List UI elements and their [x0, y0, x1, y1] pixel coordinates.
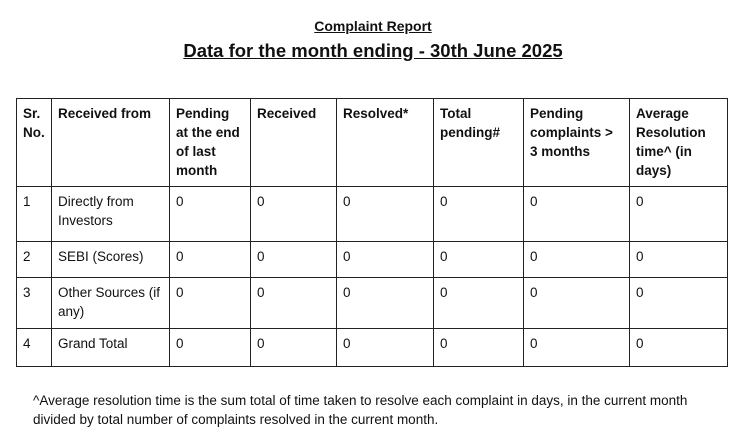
cell-pending-last-month: 0 [170, 242, 251, 278]
cell-pending-last-month: 0 [170, 278, 251, 329]
col-header-received-from: Received from [52, 99, 170, 187]
cell-resolved: 0 [337, 187, 434, 242]
cell-sr-no: 1 [17, 187, 52, 242]
cell-total-pending: 0 [434, 329, 524, 367]
table-row [17, 278, 728, 329]
cell-sr-no: 4 [17, 329, 52, 367]
col-header-average-resolution-time: Average Resolution time^ (in days) [630, 99, 728, 187]
cell-received-from: Grand Total [52, 329, 170, 367]
cell-average-resolution-time: 0 [630, 278, 728, 329]
cell-average-resolution-time: 0 [630, 242, 728, 278]
cell-pending-over-3-months: 0 [524, 329, 630, 367]
cell-total-pending: 0 [434, 278, 524, 329]
footnote: ^Average resolution time is the sum total of time taken to resolve each complaint in days, in the current month divided by total number of complaints resolved in the current month. [33, 393, 688, 427]
cell-average-resolution-time: 0 [630, 329, 728, 367]
cell-pending-last-month: 0 [170, 187, 251, 242]
table-row [17, 242, 728, 278]
cell-pending-over-3-months: 0 [524, 187, 630, 242]
cell-total-pending: 0 [434, 242, 524, 278]
table-header-row [17, 99, 728, 187]
cell-pending-over-3-months: 0 [524, 278, 630, 329]
report-title: Data for the month ending - 30th June 2025 [183, 40, 563, 61]
cell-received-from: Directly from Investors [52, 187, 170, 242]
col-header-total-pending: Total pending# [434, 99, 524, 187]
table-row [17, 329, 728, 367]
col-header-pending-over-3-months: Pending complaints > 3 months [524, 99, 630, 187]
cell-pending-over-3-months: 0 [524, 242, 630, 278]
col-header-received: Received [251, 99, 337, 187]
report-subtitle: Complaint Report [314, 18, 432, 34]
cell-resolved: 0 [337, 278, 434, 329]
cell-received: 0 [251, 329, 337, 367]
cell-resolved: 0 [337, 329, 434, 367]
cell-received: 0 [251, 187, 337, 242]
table-row [17, 187, 728, 242]
col-header-sr-no: Sr. No. [17, 99, 52, 187]
cell-sr-no: 2 [17, 242, 52, 278]
cell-total-pending: 0 [434, 187, 524, 242]
cell-resolved: 0 [337, 242, 434, 278]
cell-received-from: SEBI (Scores) [52, 242, 170, 278]
cell-sr-no: 3 [17, 278, 52, 329]
cell-received-from: Other Sources (if any) [52, 278, 170, 329]
cell-received: 0 [251, 278, 337, 329]
col-header-pending-last-month: Pending at the end of last month [170, 99, 251, 187]
complaint-table [16, 98, 728, 367]
cell-received: 0 [251, 242, 337, 278]
col-header-resolved: Resolved* [337, 99, 434, 187]
cell-average-resolution-time: 0 [630, 187, 728, 242]
cell-pending-last-month: 0 [170, 329, 251, 367]
